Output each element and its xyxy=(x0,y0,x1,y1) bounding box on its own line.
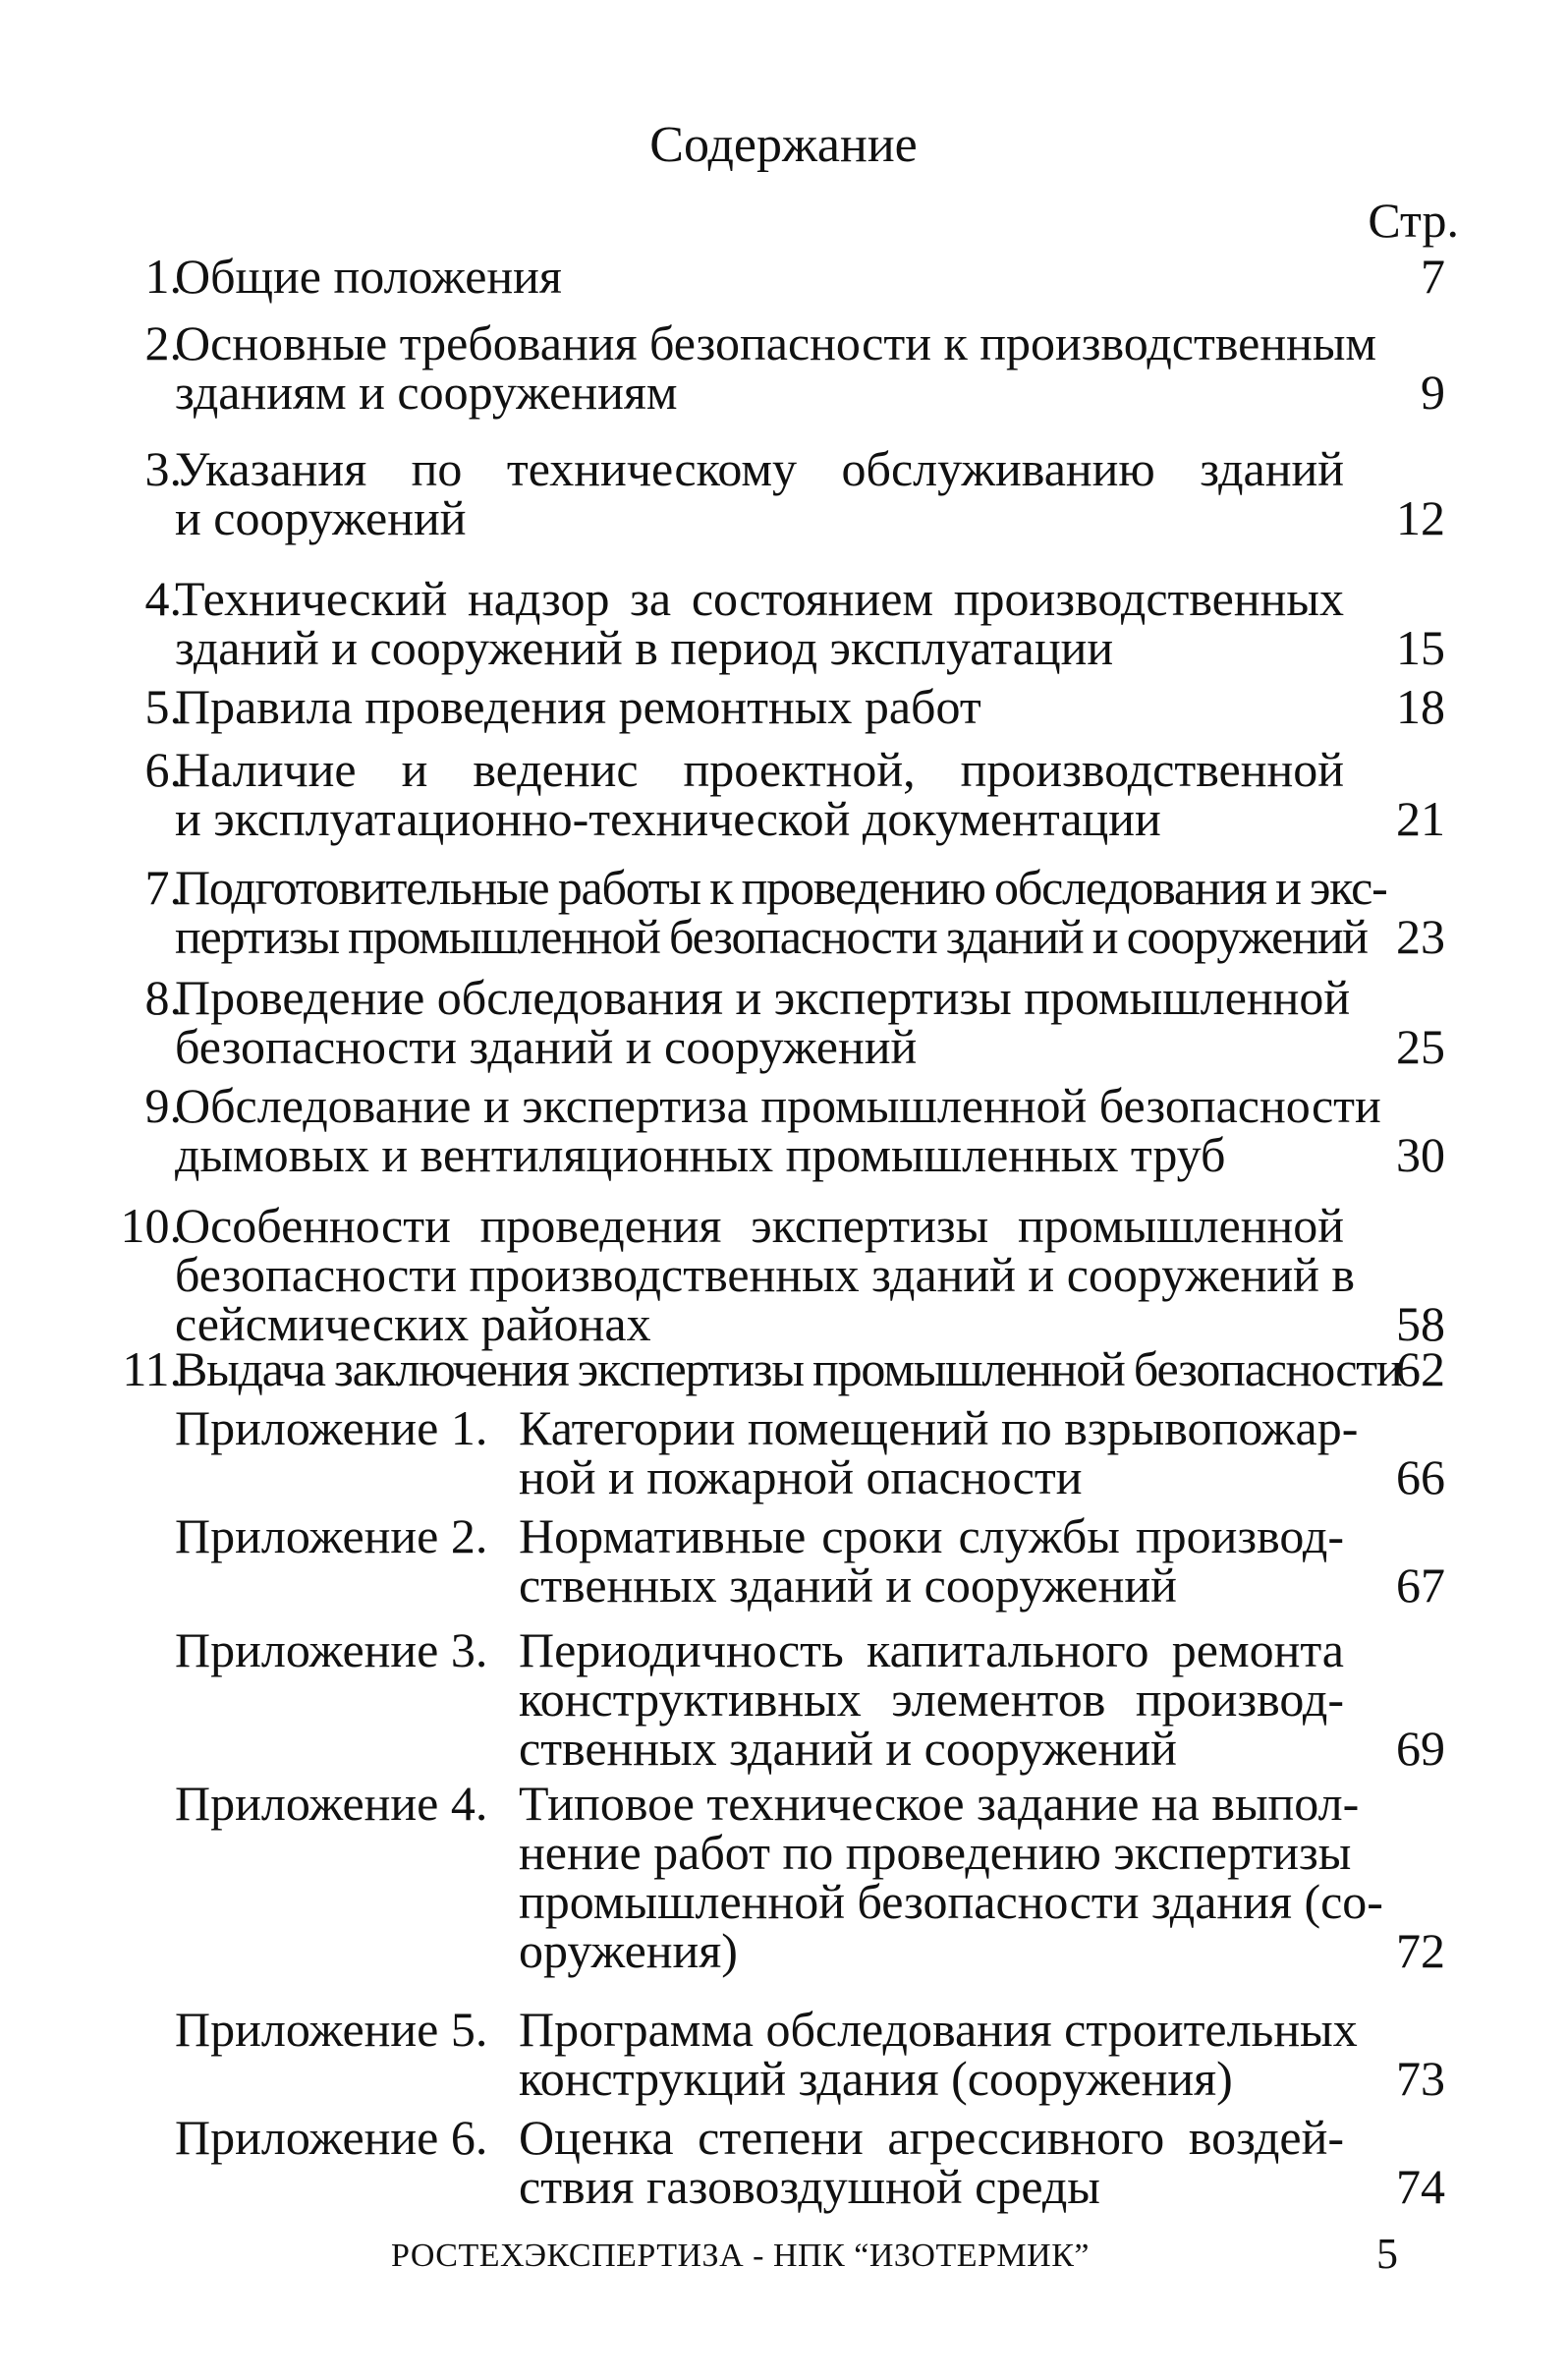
appendix-label: Приложение 2. xyxy=(175,1508,488,1563)
entry-number: 5. xyxy=(144,679,182,734)
entry-title xyxy=(175,679,1344,734)
entry-title xyxy=(175,860,1387,964)
entry-number: 1. xyxy=(144,249,182,304)
entry-line: Программа обследования строительных xyxy=(519,2002,1358,2057)
entry-line: ственных зданий и сооружений xyxy=(519,1721,1177,1776)
entry-line: Указания по техническому обслуживанию зданий xyxy=(175,441,1344,496)
appendix-title xyxy=(519,1508,1344,1613)
entry-line: безопасности производственных зданий и сооружений в xyxy=(175,1247,1356,1302)
appendix-page-number: 73 xyxy=(1396,2051,1445,2106)
entry-page-number: 58 xyxy=(1396,1296,1445,1351)
entry-number: 8. xyxy=(144,970,182,1025)
entry-number: 4. xyxy=(144,571,182,626)
appendix-title xyxy=(519,2110,1344,2214)
entry-number: 2. xyxy=(144,315,182,370)
entry-line: Типовое техническое задание на выпол- xyxy=(519,1776,1360,1831)
entry-page-number: 30 xyxy=(1396,1127,1445,1182)
appendix-label: Приложение 6. xyxy=(175,2110,488,2165)
entry-number: 7. xyxy=(144,860,182,915)
entry-page-number: 21 xyxy=(1396,791,1445,846)
entry-line: зданиям и сооружениям xyxy=(175,365,678,420)
entry-number: 10. xyxy=(120,1198,182,1253)
entry-line: нение работ по проведению экспертизы xyxy=(519,1825,1352,1880)
entry-line: Категории помещений по взрывопожар- xyxy=(519,1400,1359,1455)
entry-line: и эксплуатационно-технической документации xyxy=(175,791,1161,846)
entry-line: ной и пожарной опасности xyxy=(519,1449,1083,1504)
entry-title xyxy=(175,571,1344,675)
entry-line: Общие положения xyxy=(175,249,562,304)
entry-line: ствия газовоздушной среды xyxy=(519,2159,1100,2214)
entry-line: Обследование и экспертиза промышленной безопасности xyxy=(175,1078,1381,1133)
entry-line: Наличие и веденис проектной, производственной xyxy=(175,742,1344,797)
entry-line: оружения) xyxy=(519,1923,738,1978)
entry-line: Нормативные сроки службы производ- xyxy=(519,1508,1344,1563)
entry-line: Выдача заключения экспертизы промышленной безопасности xyxy=(175,1341,1402,1396)
entry-page-number: 18 xyxy=(1396,679,1445,734)
entry-page-number: 15 xyxy=(1396,620,1445,675)
entry-title xyxy=(175,1198,1356,1351)
entry-line: Основные требования безопасности к производственным xyxy=(175,315,1377,370)
entry-line: ственных зданий и сооружений xyxy=(519,1558,1177,1613)
entry-number: 9. xyxy=(144,1078,182,1133)
entry-page-number: 25 xyxy=(1396,1019,1445,1074)
entry-title xyxy=(175,315,1377,420)
entry-page-number: 9 xyxy=(1421,365,1445,420)
entry-title xyxy=(175,970,1351,1074)
appendix-title xyxy=(519,1776,1383,1978)
entry-title xyxy=(175,441,1344,545)
entry-line: Оценка степени агрессивного воздей- xyxy=(519,2110,1344,2165)
entry-line: Проведение обследования и экспертизы промышленной xyxy=(175,970,1351,1025)
entry-number: 11. xyxy=(122,1341,182,1396)
appendix-page-number: 74 xyxy=(1396,2159,1445,2214)
entry-number: 3. xyxy=(144,441,182,496)
appendix-page-number: 72 xyxy=(1396,1923,1445,1978)
appendix-page-number: 69 xyxy=(1396,1721,1445,1776)
page-title: Содержание xyxy=(649,117,918,173)
appendix-label: Приложение 4. xyxy=(175,1776,488,1831)
entry-title xyxy=(175,742,1344,846)
appendix-page-number: 66 xyxy=(1396,1449,1445,1504)
entry-line: промышленной безопасности здания (со- xyxy=(519,1874,1383,1929)
footer-text: РОСТЕХЭКСПЕРТИЗА - НПК “ИЗОТЕРМИК” xyxy=(391,2238,1090,2274)
footer-page-number: 5 xyxy=(1376,2230,1398,2278)
entry-line: конструктивных элементов производ- xyxy=(519,1672,1344,1727)
entry-line: зданий и сооружений в период эксплуатации xyxy=(175,620,1114,675)
appendix-title xyxy=(519,2002,1358,2106)
entry-title xyxy=(175,1341,1402,1396)
entry-line: безопасности зданий и сооружений xyxy=(175,1019,918,1074)
entry-line: дымовых и вентиляционных промышленных труб xyxy=(175,1127,1226,1182)
page-column-label: Стр. xyxy=(1368,193,1459,248)
entry-page-number: 23 xyxy=(1396,909,1445,964)
entry-title xyxy=(175,249,1344,304)
appendix-page-number: 67 xyxy=(1396,1558,1445,1613)
entry-number: 6. xyxy=(144,742,182,797)
entry-line: Особенности проведения экспертизы промышленной xyxy=(175,1198,1344,1253)
entry-line: конструкций здания (сооружения) xyxy=(519,2051,1233,2106)
entry-page-number: 7 xyxy=(1421,249,1445,304)
appendix-title xyxy=(519,1622,1344,1776)
entry-line: сейсмических районах xyxy=(175,1296,651,1351)
entry-line: и сооружений xyxy=(175,490,467,545)
entry-line: Правила проведения ремонтных работ xyxy=(175,679,981,734)
entry-title xyxy=(175,1078,1381,1182)
appendix-label: Приложение 1. xyxy=(175,1400,488,1455)
entry-line: Периодичность капитального ремонта xyxy=(519,1622,1344,1677)
appendix-label: Приложение 5. xyxy=(175,2002,488,2057)
entry-line: пертизы промышленной безопасности зданий и сооружений xyxy=(175,909,1368,964)
entry-line: Подготовительные работы к проведению обследования и экс- xyxy=(175,860,1387,915)
entry-line: Технический надзор за состоянием производственных xyxy=(175,571,1344,626)
appendix-label: Приложение 3. xyxy=(175,1622,488,1677)
entry-page-number: 62 xyxy=(1396,1341,1445,1396)
appendix-title xyxy=(519,1400,1359,1504)
entry-page-number: 12 xyxy=(1396,490,1445,545)
